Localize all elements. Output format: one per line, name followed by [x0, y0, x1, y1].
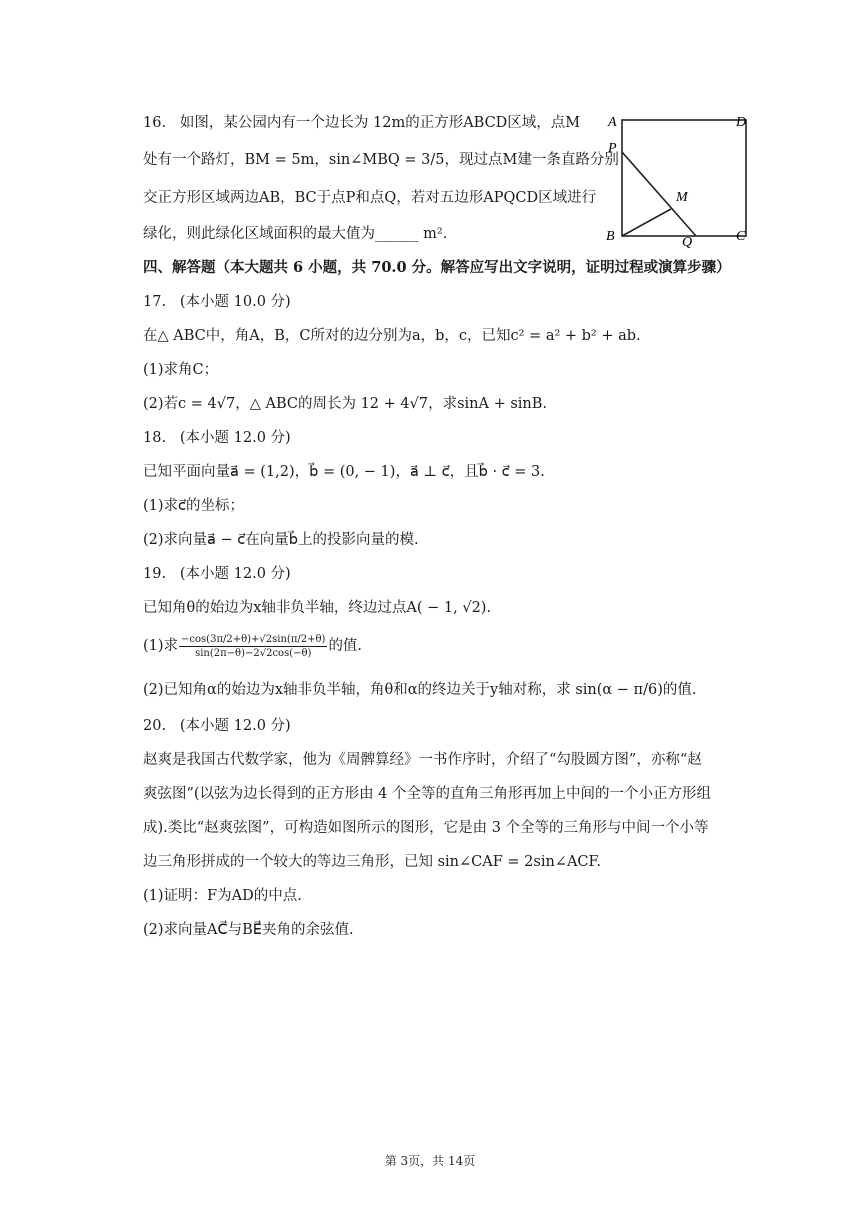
q20-line-3: 成).类比“赵爽弦图”，可构造如图所示的图形，它是由 3 个全等的三角形与中间一个小等	[143, 820, 709, 836]
q20-part-1: (1)证明：F为AD的中点.	[143, 888, 302, 904]
square-figure	[596, 106, 756, 248]
q20-line-1: 赵爽是我国古代数学家，他为《周髀算经》一书作序时，介绍了“勾股圆方图”，亦称“赵	[143, 752, 702, 768]
q18-header: 18. (本小题 12.0 分)	[143, 430, 291, 446]
section-heading: 四、解答题（本大题共 6 小题，共 70.0 分。解答应写出文字说明，证明过程或演算步骤）	[143, 259, 731, 276]
q17-stem: 在△ ABC中，角A，B，C所对的边分别为a，b，c，已知c² = a² + b² + ab.	[143, 328, 641, 344]
q17-part-1: (1)求角C；	[143, 362, 219, 378]
q19-stem: 已知角θ的始边为x轴非负半轴，终边过点A( − 1, √2).	[143, 600, 492, 616]
label-p: P	[608, 141, 617, 156]
label-d: D	[736, 115, 747, 130]
q17-part-2: (2)若c = 4√7，△ ABC的周长为 12 + 4√7，求sinA + sinB.	[143, 396, 548, 412]
q18-stem: 已知平面向量a⃗ = (1,2)，b⃗ = (0, − 1)，a⃗ ⊥ c⃗，且b⃗ · c⃗ = 3.	[143, 464, 545, 480]
q19-fraction	[179, 633, 327, 660]
q19-part-1	[143, 628, 362, 664]
q19-part-2: (2)已知角α的始边为x轴非负半轴，角θ和α的终边关于y轴对称，求 sin(α − π/6)的值.	[143, 682, 697, 698]
label-q: Q	[682, 235, 693, 248]
q19-header: 19. (本小题 12.0 分)	[143, 566, 291, 582]
q16-line-4: 绿化，则此绿化区域面积的最大值为______ m².	[143, 226, 448, 242]
q20-line-2: 爽弦图”(以弦为边长得到的正方形由 4 个全等的直角三角形再加上中间的一个小正方形组	[143, 786, 712, 802]
q18-part-2: (2)求向量a⃗ − c⃗在向量b⃗上的投影向量的模.	[143, 532, 419, 548]
q16-line-3: 交正方形区域两边AB，BC于点P和点Q，若对五边形APQCD区域进行	[143, 190, 597, 206]
q20-part-2: (2)求向量AC⃗与BE⃗夹角的余弦值.	[143, 922, 354, 938]
label-c: C	[736, 229, 746, 244]
segment-bm	[622, 209, 671, 236]
q19-part-1-prefix: (1)求	[143, 638, 179, 654]
page-footer: 第 3页，共 14页	[384, 1154, 476, 1168]
label-a: A	[608, 115, 617, 130]
q20-line-4: 边三角形拼成的一个较大的等边三角形，已知 sin∠CAF = 2sin∠ACF.	[143, 854, 601, 870]
q17-header: 17. (本小题 10.0 分)	[143, 294, 291, 310]
q19-denominator: sin(2π−θ)−2√2cos(−θ)	[195, 647, 312, 659]
q16-line-2: 处有一个路灯，BM = 5m，sin∠MBQ = 3/5，现过点M建一条直路分别	[143, 152, 619, 168]
q18-part-1: (1)求c⃗的坐标；	[143, 498, 245, 514]
q16-line-1: 16. 如图，某公园内有一个边长为 12m的正方形ABCD区域，点M	[143, 115, 581, 131]
square-abcd	[622, 120, 746, 236]
q20-header: 20. (本小题 12.0 分)	[143, 718, 291, 734]
label-m: M	[676, 190, 688, 205]
label-b: B	[606, 229, 615, 244]
q19-numerator: −cos(3π/2+θ)+√2sin(π/2+θ)	[181, 633, 326, 645]
q19-part-1-suffix: 的值.	[328, 638, 363, 654]
